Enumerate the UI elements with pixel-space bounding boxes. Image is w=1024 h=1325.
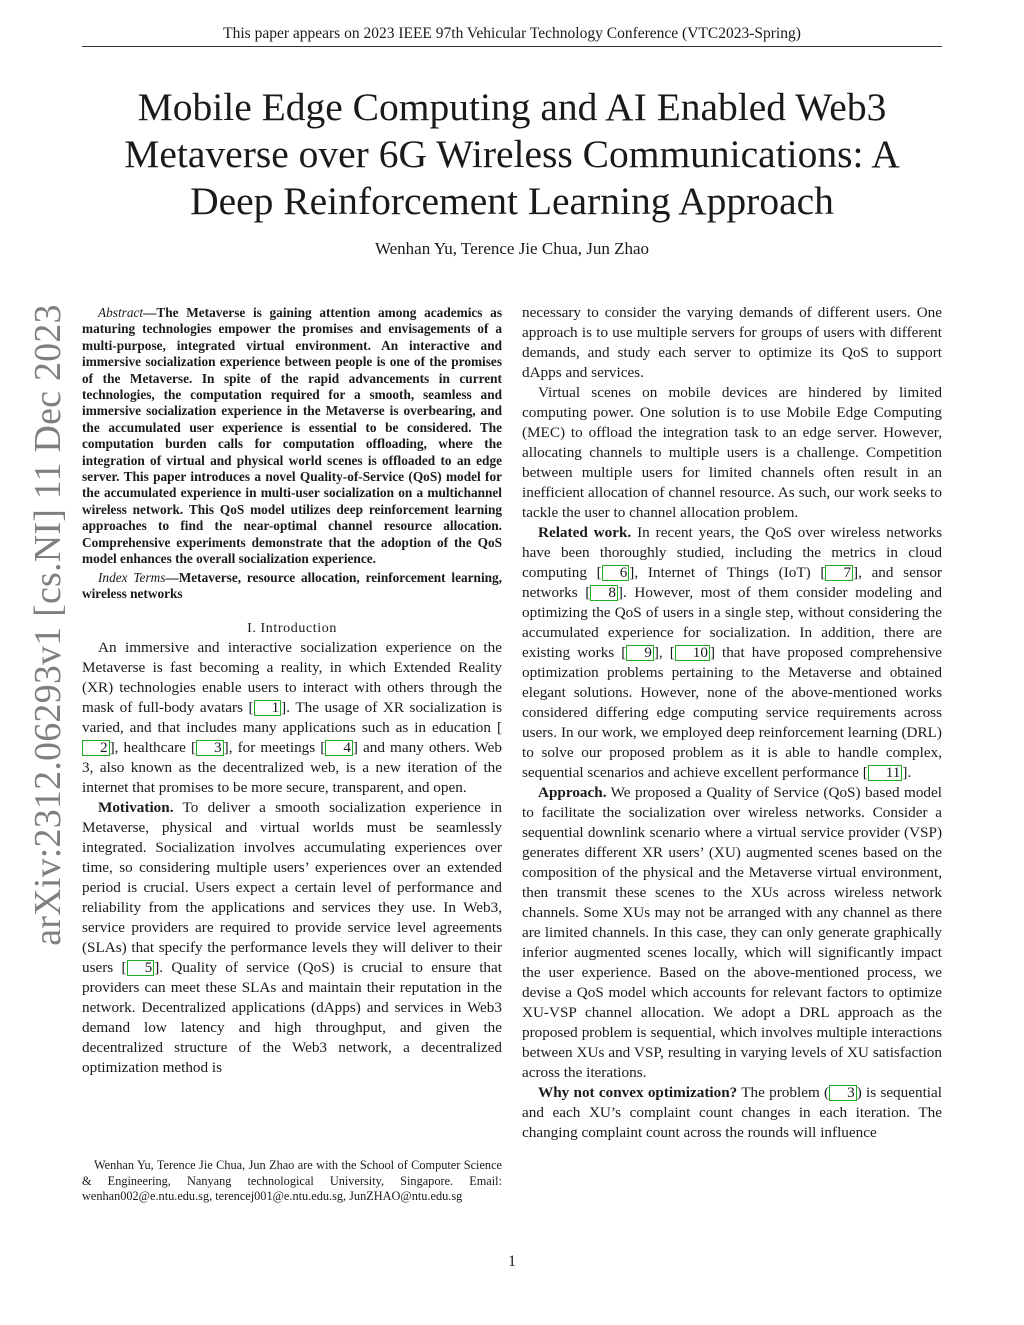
abstract (82, 305, 502, 602)
citation-link[interactable]: 9 (626, 645, 654, 661)
citation-link[interactable]: 3 (196, 740, 224, 756)
paper-title: Mobile Edge Computing and AI Enabled Web3 Metaverse over 6G Wireless Communications: A Deep Reinforcement Learning Approach (124, 85, 900, 223)
left-column (82, 305, 502, 1078)
text-run: ) is sequential and each XU’s complaint count changes in each iteration. The changing complaint count across the rounds will influence (522, 1084, 942, 1141)
mec-paragraph: Virtual scenes on mobile devices are hindered by limited computing power. One solution is to use Mobile Edge Computing (MEC) to offload the integration task to an edge server. However, allocating channels to multiple users is a challenge. Competition between multiple users for limited channels often result in an inefficient allocation of channel resource. As such, our work seeks to tackle the user to channel allocation problem. (522, 384, 942, 521)
right-column (522, 303, 942, 1143)
text-run: , for meetings (228, 739, 321, 757)
text-run: . The usage of XR socialization is varied, and that includes many applications such as in education (82, 699, 502, 737)
text-run: , and sensor networks (522, 564, 942, 601)
text-run: , healthcare (114, 739, 191, 757)
abstract-text: The Metaverse is gaining attention among academics as maturing technologies empower the promises and envisagements of a multi-purpose, integrated virtual environment. An interactive and immersive socialization experience between people is one of the promises of the Metaverse. In spite of the rapid advancements in current technologies, the computation required for a smooth, seamless and immersive socialization experience in the Metaverse is overbearing, and the accumulated user experience is essential to be considered. The computation burden calls for computation offloading, where the integration of virtual and physical world scenes is offloaded to an edge server. This paper introduces a novel Quality-of-Service (QoS) model for the accumulated experience in multi-user socialization on a multichannel wireless network. This QoS model utilizes deep reinforcement learning approaches to find the near-optimal channel resource allocation. Comprehensive experiments demonstrate that the adoption of the QoS model enhances the overall socialization experience. (82, 305, 502, 567)
text-run: To deliver a smooth socialization experience in Metaverse, physical and virtual worlds must be seamlessly integrated. Socialization involves accumulating experiences over time, so considering multiple users’ experiences over an extended period is crucial. Users expect a certain level of performance and reliability from the applications and services they use. In Web3, service providers are required to provide service level agreements (SLAs) that specify the performance levels they will deliver to their users (82, 799, 502, 977)
citation-link[interactable]: 5 (127, 960, 155, 976)
citation-link[interactable]: 11 (868, 765, 903, 781)
page-number: 1 (508, 1253, 516, 1270)
text-run: The problem ( (737, 1084, 830, 1101)
citation-link[interactable]: 2 (82, 740, 110, 756)
index-terms-text: Metaverse, resource allocation, reinforcement learning, wireless networks (82, 569, 503, 601)
approach-label: Approach. (538, 784, 607, 801)
related-work-label: Related work. (538, 524, 632, 541)
text-run: . Quality of service (QoS) is crucial to ensure that providers can meet these SLAs and maintain their reputation in the network. Decentralized applications (dApps) and services in Web3 demand low latency and high throughput, and given the decentralized structure of the Web3 network, a decentralized optimization method is (82, 959, 502, 1077)
equation-ref-link[interactable]: 3 (829, 1085, 857, 1101)
abstract-label: Abstract (98, 305, 144, 320)
text-run: and many others. Web 3, also known as the decentralized web, is a new iteration of the internet that promises to be more secure, transparent, and open. (82, 739, 503, 797)
text-run: . However, most of them consider modeling and optimizing the QoS of users in a single step, without considering the accumulated experience for socialization. In addition, there are existing works (522, 584, 942, 661)
convex-paragraph (522, 1083, 942, 1143)
motivation-paragraph: Motivation. To deliver a smooth socialization experience in Metaverse, physical and virtual worlds must be seamlessly integrated. Socialization involves accumulating experiences over time, so considering multiple users’ experiences over an extended period is crucial. Users expect a certain level of performance and reliability from the applications and services they use. In Web3, service providers are required to provide service level agreements (SLAs) that specify the performance levels they will deliver to their users [ 5 ]. Quality of service (QoS) is crucial to ensure that providers can meet these SLAs and maintain their reputation in the network. Decentralized applications (dApps) and services in Web3 demand low latency and high throughput, and given the decentralized structure of the Web3 network, a decentralized optimization method is (82, 799, 502, 1077)
author-footnote (82, 1158, 502, 1205)
index-terms-label: Index Terms (98, 569, 166, 585)
citation-link[interactable]: 8 (590, 585, 618, 601)
index-terms-dash: — (165, 569, 179, 585)
abstract-paragraph (82, 305, 502, 568)
citation-link[interactable]: 4 (325, 740, 353, 756)
intro-paragraph-continued: necessary to consider the varying demands of different users. One approach is to use multiple servers for groups of users with different demands, and study each server to optimize its QoS to support dApps and services. (522, 304, 942, 381)
section-heading-introduction: I. Introduction (247, 621, 337, 637)
text-run: An immersive and interactive socialization experience on the Metaverse is fast becoming a reality, in which Extended Reality (XR) technologies enable users to interact with others through the mask of full-body avatars (82, 639, 502, 717)
motivation-label: Motivation. (98, 799, 174, 817)
citation-link[interactable]: 6 (602, 565, 630, 581)
related-work-paragraph: Related work. In recent years, the QoS over wireless networks have been thoroughly studied, including the metrics in cloud computing [ 6 ], Internet of Things (IoT) [ 7 ], and sensor networks [ 8 ]. However, most of them consider modeling and optimizing the QoS of users in a single step, without considering the accumulated experience for socialization. In addition, there are existing works [ 9 ], [ 10 ] that have proposed comprehensive optimization problems pertaining to the Metaverse and obtained elegant solutions. However, none of the above-mentioned works considered differing edge computing service requirements across users. In our work, we employed deep reinforcement learning (DRL) to solve our proposed problem as it is able to handle complex, sequential scenarios and achieve excellent performance [ 11 ]. (522, 524, 942, 781)
approach-paragraph (522, 783, 942, 1083)
intro-paragraph-1: An immersive and interactive socialization experience on the Metaverse is fast becoming a reality, in which Extended Reality (XR) technologies enable users to interact with others through the mask of full-body avatars [ 1 ]. The usage of XR socialization is varied, and that includes many applications such as in education [2 ], healthcare [ 3 ], for meetings [ 4 ] and many others. Web 3, also known as the decentralized web, is a new iteration of the internet that promises to be more secure, transparent, and open. (82, 639, 503, 797)
citation-link[interactable]: 7 (825, 565, 853, 581)
footnote-text: Wenhan Yu, Terence Jie Chua, Jun Zhao are with the School of Computer Science & Engineering, Nanyang technological University, Singapore. Email: wenhan002@e.ntu.edu.sg, terencej001@e.ntu.edu.sg, JunZHAO@ntu.edu.sg (82, 1158, 502, 1203)
citation-link[interactable]: 10 (675, 645, 710, 661)
arxiv-id: arXiv:2312.06293v1 [cs.NI] 11 Dec 2023 (27, 304, 69, 946)
intro-left-body (82, 638, 502, 1078)
text-run: , (658, 644, 670, 661)
abstract-dash: — (143, 305, 157, 320)
text-run: , Internet of Things (IoT) (634, 564, 821, 581)
text-run: In recent years, the QoS over wireless networks have been thoroughly studied, including the metrics in cloud computing (522, 524, 942, 581)
author-list: Wenhan Yu, Terence Jie Chua, Jun Zhao (374, 239, 650, 258)
citation-link[interactable]: 1 (254, 700, 282, 716)
text-run: . (907, 764, 912, 781)
text-run: We proposed a Quality of Service (QoS) based model to facilitate the socialization over wireless networks. Consider a sequential downlink scenario where a virtual service provider (VSP) generates different XR users’ (XU) augmented scenes based on the composition of the physical and the Metaverse virtual environment, then transmit these scenes to the XUs across wireless network channels. Some XUs may not be arranged with any channel as there are limited channels. In this case, they can only generate graphically inferior augmented scenes locally, which will significantly impact the user experience. Based on the above-mentioned process, we devise a QoS model which accounts for relevant factors to optimize XU-VSP channel allocation. We adopt a DRL approach as the proposed problem is sequential, which involves multiple interactions between XUs and VSP, resulting in varying levels of XU satisfaction across the iterations. (522, 784, 942, 1081)
text-run: that have proposed comprehensive optimization problems pertaining to the Metaverse and obtained elegant solutions. However, none of the above-mentioned works considered differing edge computing service requirements across users. In our work, we employed deep reinforcement learning (DRL) to solve our proposed problem as it is able to handle complex, sequential scenarios and achieve excellent performance (522, 644, 942, 781)
convex-label: Why not convex optimization? (538, 1084, 738, 1101)
index-terms (82, 570, 502, 603)
running-header: This paper appears on 2023 IEEE 97th Vehicular Technology Conference (VTC2023-Spring) (82, 24, 942, 47)
